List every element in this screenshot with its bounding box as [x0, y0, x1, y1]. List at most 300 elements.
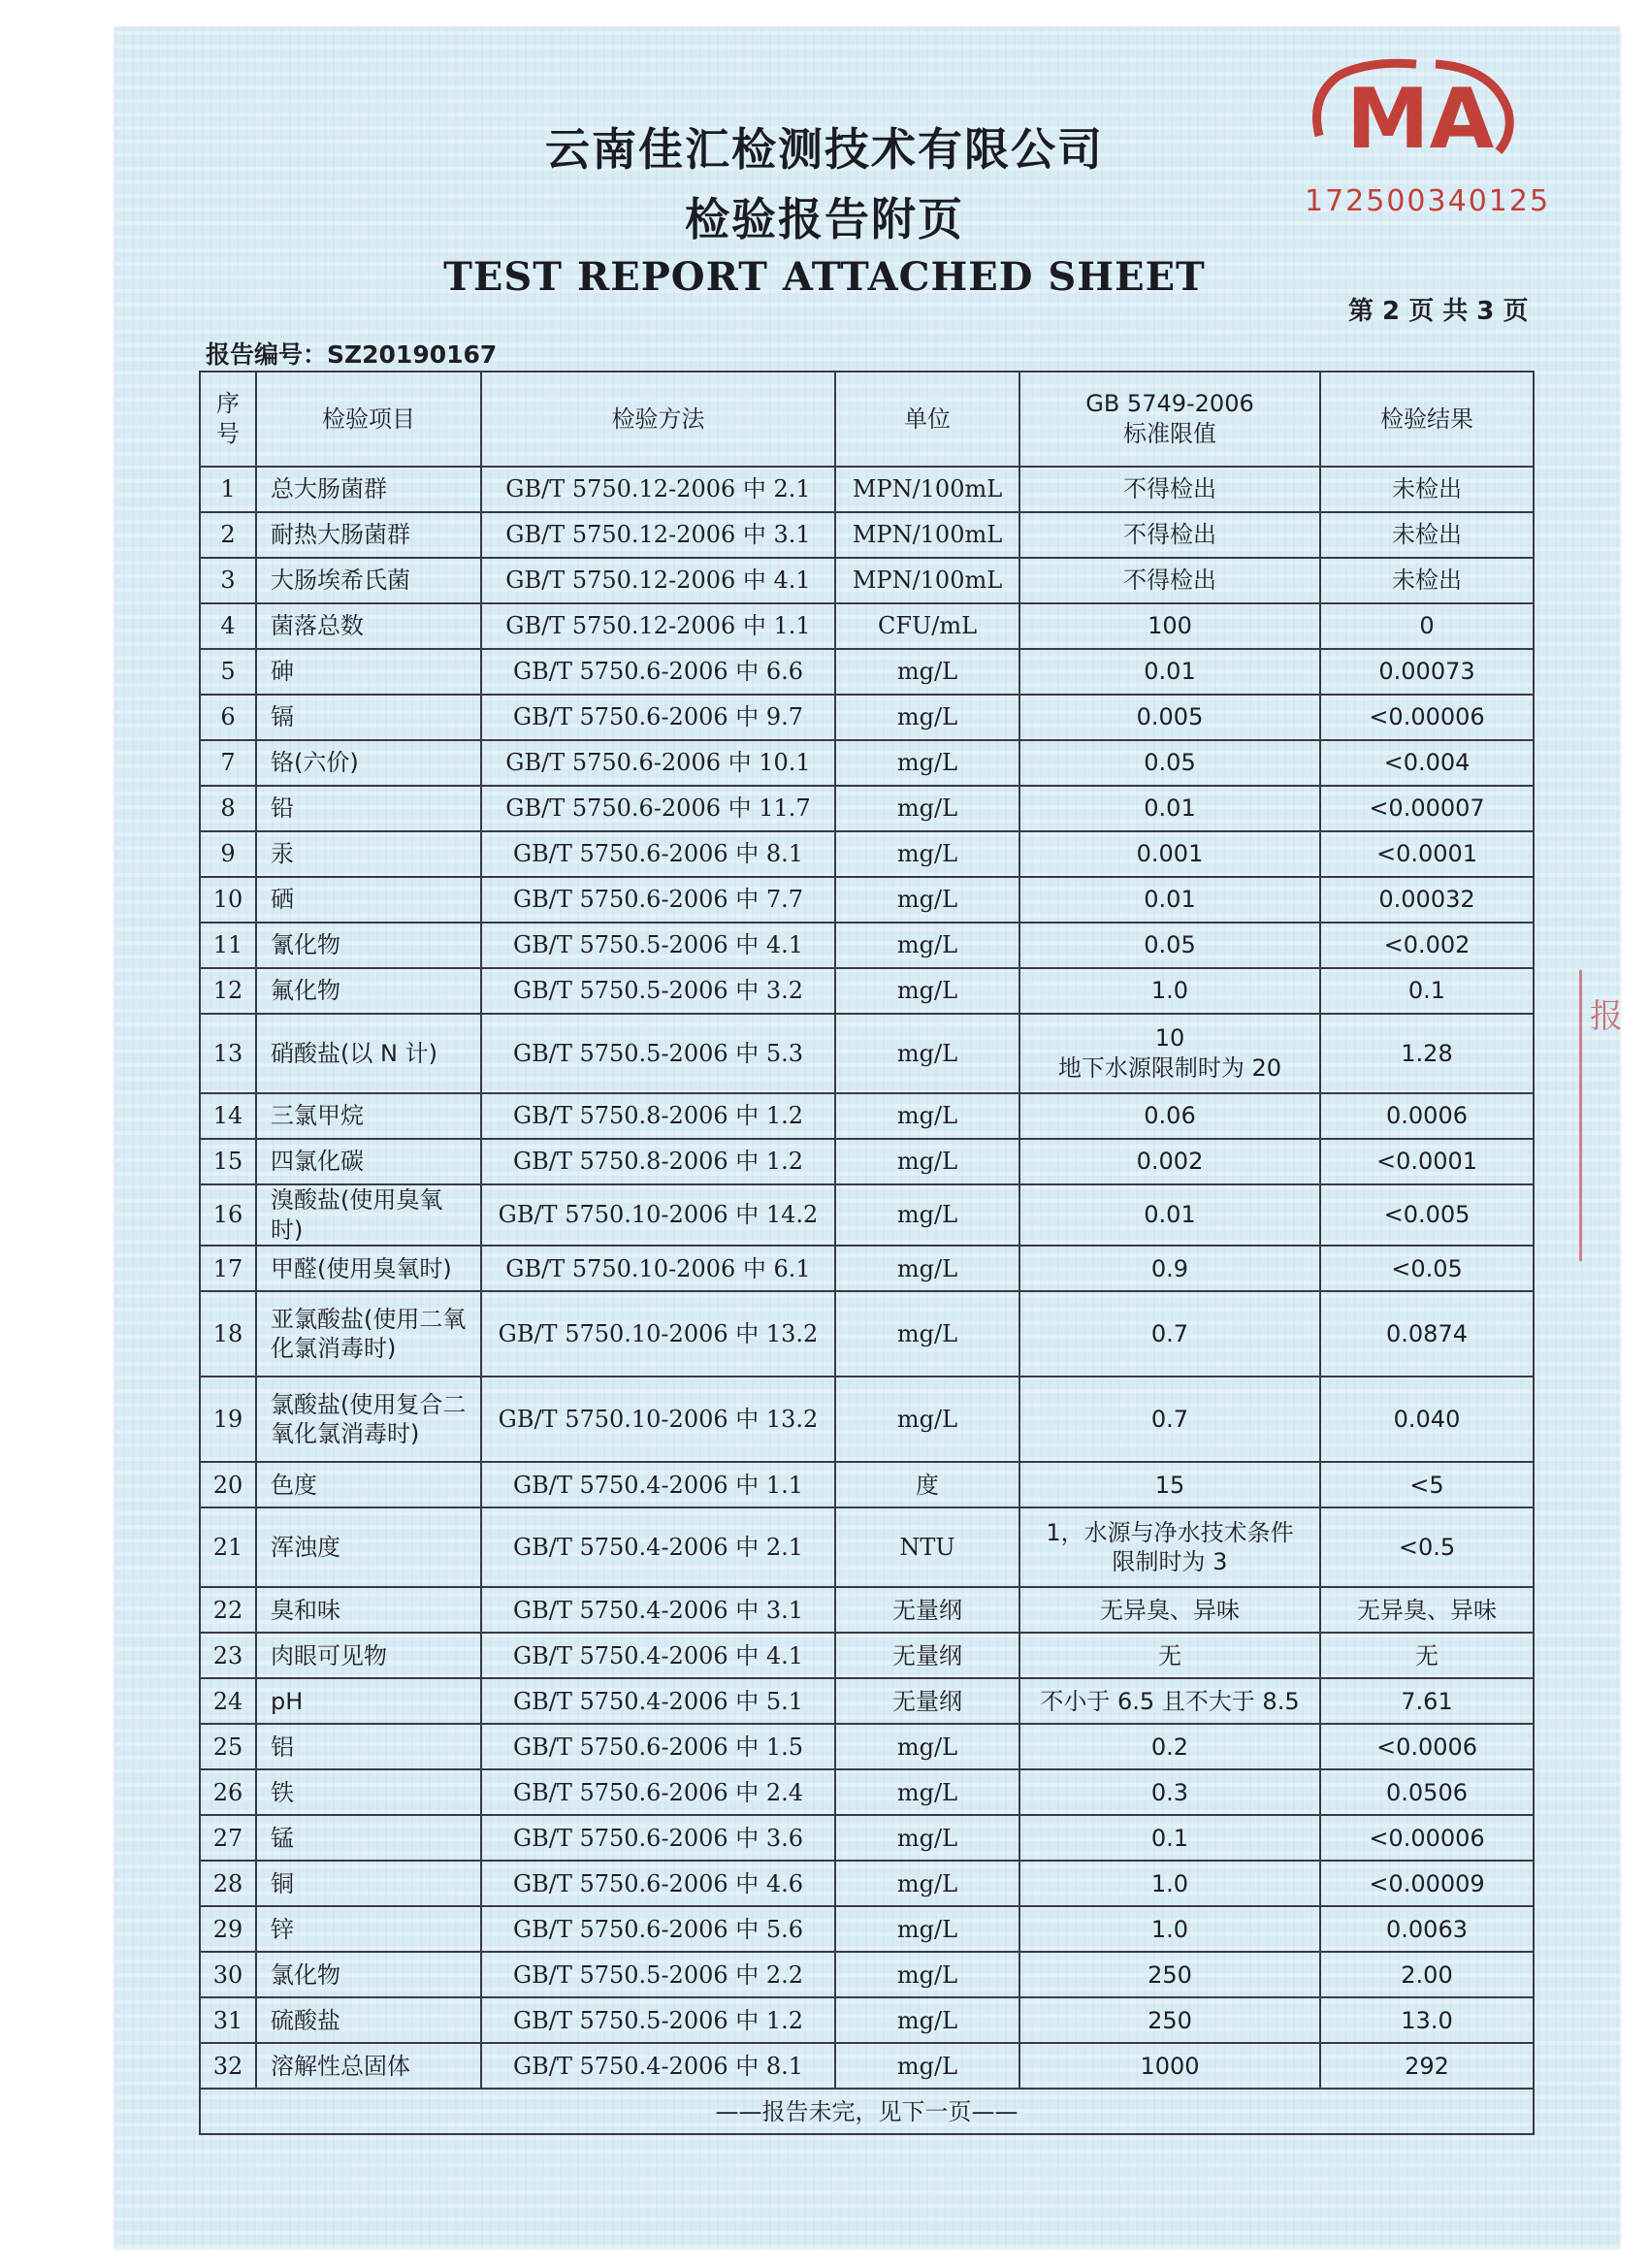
row-limit [1019, 1184, 1320, 1246]
row-unit [835, 1724, 1019, 1769]
row-method [481, 1507, 835, 1587]
row-limit [1019, 740, 1320, 786]
row-limit [1019, 1906, 1320, 1952]
table-row [200, 877, 1534, 923]
row-result [1320, 2043, 1534, 2089]
header-item: 检验项目 [256, 372, 481, 467]
row-limit-text: 不小于 6.5 且不大于 8.5 [1040, 1687, 1300, 1715]
row-method [481, 831, 835, 877]
row-item [256, 1291, 481, 1377]
row-unit-text: mg/L [896, 840, 958, 868]
row-unit-text: mg/L [896, 1824, 958, 1852]
row-limit [1019, 1678, 1320, 1724]
footer-note: ——报告未完，见下一页—— [200, 2089, 1534, 2134]
table-row [200, 968, 1534, 1014]
table-row [200, 1507, 1534, 1587]
row-item [256, 1769, 481, 1815]
row-result [1320, 1815, 1534, 1861]
row-no-text: 26 [212, 1778, 243, 1806]
page-info: 第 2 页 共 3 页 [1348, 297, 1529, 326]
row-method [481, 1678, 835, 1724]
row-no [200, 1462, 256, 1507]
row-result-text: 0.00073 [1378, 658, 1475, 686]
row-unit-text: mg/L [896, 2052, 958, 2080]
row-unit [835, 512, 1019, 558]
row-item-text: 氯酸盐(使用复合二 [271, 1390, 467, 1418]
row-no-text: 28 [212, 1869, 243, 1897]
row-method-text: GB/T 5750.6-2006 中 3.6 [512, 1824, 804, 1852]
row-result-text: <0.00007 [1369, 794, 1485, 823]
row-no [200, 1997, 256, 2043]
row-item [256, 877, 481, 923]
row-method-text: GB/T 5750.5-2006 中 4.1 [512, 931, 804, 959]
row-no [200, 1139, 256, 1184]
row-unit-text: NTU [899, 1534, 955, 1562]
header-limit [1019, 372, 1320, 467]
row-limit-text: 250 [1148, 2006, 1192, 2034]
row-item [256, 1587, 481, 1633]
row-no [200, 877, 256, 923]
row-unit [835, 1246, 1019, 1291]
row-result-text: 0.0063 [1386, 1915, 1468, 1943]
row-item-text: 耐热大肠菌群 [271, 521, 410, 549]
row-result-text: 1.28 [1401, 1039, 1453, 1067]
table-row [200, 1678, 1534, 1724]
row-method-text: GB/T 5750.5-2006 中 3.2 [512, 977, 804, 1005]
row-no [200, 1769, 256, 1815]
row-no [200, 1633, 256, 1678]
row-method [481, 512, 835, 558]
row-method [481, 2043, 835, 2089]
row-result-text: 292 [1405, 2052, 1449, 2080]
row-result [1320, 1377, 1534, 1462]
table-row [200, 1769, 1534, 1815]
cma-number: 172500340125 [1305, 184, 1551, 218]
row-limit [1019, 512, 1320, 558]
row-unit-text: mg/L [896, 931, 958, 959]
row-result [1320, 1906, 1534, 1952]
row-item [256, 786, 481, 831]
row-result [1320, 1291, 1534, 1377]
row-item-text: 砷 [271, 658, 294, 686]
row-result [1320, 1184, 1534, 1246]
row-limit [1019, 467, 1320, 512]
row-no [200, 1377, 256, 1462]
row-unit-text: mg/L [896, 1320, 958, 1348]
row-limit-text: 0.01 [1144, 886, 1196, 914]
table-row [200, 1997, 1534, 2043]
table-row [200, 2043, 1534, 2089]
row-no [200, 1093, 256, 1139]
row-item-text: 铬(六价) [271, 749, 359, 777]
row-unit-text: mg/L [896, 2006, 958, 2034]
row-no [200, 558, 256, 603]
row-method-text: GB/T 5750.8-2006 中 1.2 [512, 1148, 804, 1176]
header-limit-line1: GB 5749-2006 [1085, 390, 1254, 418]
table-row [200, 740, 1534, 786]
row-result [1320, 558, 1534, 603]
row-result-text: <0.004 [1383, 749, 1471, 777]
row-no-text: 21 [212, 1534, 243, 1562]
table-row [200, 558, 1534, 603]
row-result [1320, 1462, 1534, 1507]
row-unit-text: MPN/100mL [852, 521, 1003, 549]
row-item-text: 三氯甲烷 [271, 1102, 364, 1130]
row-method [481, 467, 835, 512]
row-result-text: 0.1 [1407, 977, 1446, 1005]
row-result [1320, 1633, 1534, 1678]
row-unit [835, 558, 1019, 603]
row-result [1320, 1952, 1534, 1997]
row-limit [1019, 1462, 1320, 1507]
row-item-text: 氰化物 [271, 931, 340, 959]
row-limit [1019, 1291, 1320, 1377]
row-limit-text: 15 [1154, 1471, 1185, 1499]
row-result [1320, 1997, 1534, 2043]
row-method [481, 1246, 835, 1291]
row-unit-text: mg/L [896, 1254, 958, 1282]
row-no-text: 16 [212, 1201, 243, 1229]
row-method-text: GB/T 5750.4-2006 中 2.1 [512, 1534, 804, 1562]
table-row [200, 923, 1534, 968]
row-item-text: 臭和味 [271, 1596, 340, 1624]
table-row [200, 786, 1534, 831]
row-no [200, 695, 256, 740]
row-unit [835, 786, 1019, 831]
row-no-text: 14 [212, 1102, 243, 1130]
row-unit [835, 603, 1019, 649]
row-limit [1019, 1952, 1320, 1997]
row-result-text: 无异臭、异味 [1357, 1596, 1497, 1624]
row-limit [1019, 558, 1320, 603]
row-item-text: 铜 [271, 1869, 294, 1897]
row-item [256, 1246, 481, 1291]
row-item-text: 氟化物 [271, 977, 340, 1005]
row-result-text: 0.00032 [1378, 886, 1475, 914]
row-limit-text: 地下水源限制时为 20 [1057, 1054, 1282, 1082]
row-item [256, 1861, 481, 1906]
row-method [481, 1377, 835, 1462]
row-item [256, 1507, 481, 1587]
row-method-text: GB/T 5750.12-2006 中 4.1 [505, 567, 811, 595]
row-limit-text: 0.06 [1144, 1102, 1196, 1130]
row-method-text: GB/T 5750.4-2006 中 1.1 [512, 1471, 804, 1499]
row-method-text: GB/T 5750.6-2006 中 5.6 [512, 1915, 804, 1943]
row-method [481, 786, 835, 831]
row-limit [1019, 1093, 1320, 1139]
row-limit [1019, 649, 1320, 695]
row-no [200, 1952, 256, 1997]
row-no-text: 1 [220, 475, 236, 503]
table-row [200, 1952, 1534, 1997]
row-item [256, 603, 481, 649]
row-result-text: <0.00006 [1369, 703, 1485, 731]
row-result-text: <0.005 [1383, 1201, 1471, 1229]
row-limit-text: 250 [1148, 1960, 1192, 1989]
row-item [256, 1952, 481, 1997]
row-no-text: 29 [212, 1915, 243, 1943]
row-limit-text: 1.0 [1150, 1915, 1189, 1943]
row-method-text: GB/T 5750.12-2006 中 2.1 [505, 475, 811, 503]
row-method [481, 1952, 835, 1997]
company-name: 云南佳汇检测技术有限公司 [545, 123, 1104, 176]
row-no-text: 8 [220, 794, 236, 823]
row-no [200, 1246, 256, 1291]
row-unit-text: mg/L [896, 1960, 958, 1989]
row-limit [1019, 1997, 1320, 2043]
row-unit-text: mg/L [896, 703, 958, 731]
row-no-text: 31 [212, 2006, 243, 2034]
row-limit-text: 10 [1154, 1024, 1185, 1053]
table-row [200, 831, 1534, 877]
row-no-text: 6 [220, 703, 236, 731]
row-no [200, 1724, 256, 1769]
row-result [1320, 740, 1534, 786]
row-item-text: 色度 [271, 1471, 317, 1499]
row-method [481, 1815, 835, 1861]
report-number: 报告编号：SZ20190167 [206, 340, 498, 369]
row-method-text: GB/T 5750.5-2006 中 2.2 [512, 1960, 804, 1989]
row-item [256, 1184, 481, 1246]
row-limit [1019, 1139, 1320, 1184]
row-limit-text: 0.01 [1144, 794, 1196, 823]
row-result [1320, 786, 1534, 831]
row-limit [1019, 695, 1320, 740]
row-result-text: 0.0006 [1386, 1102, 1468, 1130]
row-result-text: 未检出 [1392, 521, 1462, 549]
row-no-text: 20 [212, 1471, 243, 1499]
row-limit-text: 0.002 [1136, 1148, 1204, 1176]
row-item [256, 467, 481, 512]
row-item-text: 甲醛(使用臭氧时) [271, 1254, 452, 1282]
test-results-table [199, 371, 1535, 2135]
row-no-text: 27 [212, 1824, 243, 1852]
row-method [481, 740, 835, 786]
row-unit [835, 1633, 1019, 1678]
row-no [200, 1587, 256, 1633]
row-unit-text: mg/L [896, 749, 958, 777]
row-limit [1019, 1861, 1320, 1906]
row-limit-text: 0.05 [1144, 931, 1196, 959]
row-method-text: GB/T 5750.6-2006 中 2.4 [512, 1778, 804, 1806]
row-method [481, 1633, 835, 1678]
row-result [1320, 1246, 1534, 1291]
row-method-text: GB/T 5750.10-2006 中 13.2 [498, 1320, 819, 1348]
row-no [200, 649, 256, 695]
row-item [256, 2043, 481, 2089]
row-no [200, 1014, 256, 1093]
row-unit-text: 无量纲 [892, 1687, 962, 1715]
row-method-text: GB/T 5750.10-2006 中 6.1 [505, 1254, 811, 1282]
row-method [481, 603, 835, 649]
row-method [481, 1997, 835, 2043]
table-row [200, 1906, 1534, 1952]
row-unit-text: mg/L [896, 1869, 958, 1897]
row-result [1320, 877, 1534, 923]
table-row [200, 1462, 1534, 1507]
row-result-text: <5 [1409, 1471, 1444, 1499]
row-item [256, 1633, 481, 1678]
header-result: 检验结果 [1320, 372, 1534, 467]
row-unit [835, 1997, 1019, 2043]
row-item-text: 四氯化碳 [271, 1148, 364, 1176]
row-item-text: 铁 [271, 1778, 294, 1806]
row-limit [1019, 1815, 1320, 1861]
row-no-text: 7 [220, 749, 236, 777]
row-item [256, 512, 481, 558]
row-no-text: 5 [220, 658, 236, 686]
row-unit-text: mg/L [896, 977, 958, 1005]
row-unit-text: 无量纲 [892, 1641, 962, 1669]
row-limit-text: 0.001 [1136, 840, 1204, 868]
row-item [256, 1014, 481, 1093]
row-no [200, 1507, 256, 1587]
row-item [256, 1462, 481, 1507]
row-limit-text: 不得检出 [1123, 567, 1216, 595]
row-result-text: <0.0001 [1375, 1148, 1478, 1176]
row-limit [1019, 923, 1320, 968]
table-row [200, 649, 1534, 695]
row-no-text: 22 [212, 1596, 243, 1624]
row-unit [835, 695, 1019, 740]
row-item [256, 740, 481, 786]
row-no-text: 12 [212, 977, 243, 1005]
row-unit-text: CFU/mL [877, 612, 978, 640]
row-no [200, 467, 256, 512]
table-row [200, 512, 1534, 558]
row-result-text: <0.05 [1391, 1254, 1463, 1282]
row-item [256, 1997, 481, 2043]
row-item-text: 硝酸盐(以 N 计) [271, 1039, 437, 1067]
table-row [200, 695, 1534, 740]
row-item [256, 1678, 481, 1724]
row-method [481, 923, 835, 968]
row-result [1320, 1014, 1534, 1093]
row-unit-text: 度 [916, 1471, 939, 1499]
row-result-text: 无 [1415, 1641, 1439, 1669]
row-no-text: 3 [220, 567, 236, 595]
row-unit [835, 1952, 1019, 1997]
row-limit-text: 无异臭、异味 [1100, 1596, 1240, 1624]
row-result-text: 0.040 [1393, 1406, 1461, 1434]
row-result [1320, 1139, 1534, 1184]
row-method-text: GB/T 5750.6-2006 中 7.7 [512, 886, 804, 914]
row-limit-text: 0.01 [1144, 658, 1196, 686]
table-header-row [200, 372, 1534, 467]
table-row [200, 1633, 1534, 1678]
table-row [200, 1861, 1534, 1906]
row-item-text: 氧化氯消毒时) [271, 1420, 420, 1448]
row-unit [835, 1377, 1019, 1462]
row-method [481, 1462, 835, 1507]
row-method-text: GB/T 5750.6-2006 中 11.7 [505, 794, 811, 823]
row-result-text: 2.00 [1401, 1960, 1453, 1989]
row-limit [1019, 1014, 1320, 1093]
row-result [1320, 923, 1534, 968]
row-no [200, 1678, 256, 1724]
row-unit [835, 649, 1019, 695]
row-method-text: GB/T 5750.6-2006 中 10.1 [505, 749, 811, 777]
row-method [481, 1769, 835, 1815]
row-result [1320, 1861, 1534, 1906]
row-unit [835, 2043, 1019, 2089]
row-no-text: 23 [212, 1641, 243, 1669]
row-no [200, 831, 256, 877]
document-title-cn: 检验报告附页 [685, 193, 964, 245]
row-item-text: 菌落总数 [271, 612, 364, 640]
row-unit [835, 1184, 1019, 1246]
row-unit [835, 1815, 1019, 1861]
row-unit-text: MPN/100mL [852, 567, 1003, 595]
row-item-text: 锰 [271, 1824, 294, 1852]
table-row [200, 1291, 1534, 1377]
row-unit-text: mg/L [896, 1778, 958, 1806]
row-method [481, 1291, 835, 1377]
row-no-text: 9 [220, 840, 236, 868]
row-result [1320, 831, 1534, 877]
row-result [1320, 649, 1534, 695]
row-result-text: 0.0506 [1386, 1778, 1468, 1806]
row-unit-text: mg/L [896, 1039, 958, 1067]
row-item-text: 溶解性总固体 [271, 2052, 410, 2080]
row-no-text: 4 [220, 612, 236, 640]
row-result-text: <0.002 [1383, 931, 1471, 959]
row-method [481, 1014, 835, 1093]
row-unit [835, 1861, 1019, 1906]
row-limit-text: 0.01 [1144, 1201, 1196, 1229]
row-limit-text: 0.3 [1150, 1778, 1189, 1806]
row-item [256, 1724, 481, 1769]
row-method [481, 1139, 835, 1184]
row-method-text: GB/T 5750.12-2006 中 3.1 [505, 521, 811, 549]
side-seal-stamp [1579, 970, 1623, 1261]
row-unit [835, 1587, 1019, 1633]
row-method-text: GB/T 5750.4-2006 中 3.1 [512, 1596, 804, 1624]
row-unit [835, 1906, 1019, 1952]
row-item [256, 831, 481, 877]
row-limit-text: 0.005 [1136, 703, 1204, 731]
row-unit-text: mg/L [896, 1915, 958, 1943]
row-unit [835, 923, 1019, 968]
row-item-text: 化氯消毒时) [271, 1335, 397, 1363]
row-unit [835, 1093, 1019, 1139]
row-no [200, 786, 256, 831]
row-item-text: 镉 [271, 703, 294, 731]
row-unit [835, 1139, 1019, 1184]
row-result-text: <0.5 [1398, 1534, 1456, 1562]
row-limit [1019, 1633, 1320, 1678]
row-no [200, 1291, 256, 1377]
row-limit-text: 限制时为 3 [1112, 1548, 1228, 1576]
row-no-text: 17 [212, 1254, 243, 1282]
row-item-text: 铅 [271, 794, 294, 823]
row-unit [835, 831, 1019, 877]
row-unit [835, 1014, 1019, 1093]
row-result-text: <0.00009 [1369, 1869, 1485, 1897]
row-unit [835, 740, 1019, 786]
row-unit-text: mg/L [896, 794, 958, 823]
row-limit-text: 0.7 [1150, 1406, 1189, 1434]
row-no [200, 740, 256, 786]
table-row [200, 467, 1534, 512]
row-no [200, 512, 256, 558]
row-no [200, 1861, 256, 1906]
row-no-text: 18 [212, 1320, 243, 1348]
row-limit [1019, 1587, 1320, 1633]
row-method-text: GB/T 5750.4-2006 中 4.1 [512, 1641, 804, 1669]
row-limit-text: 0.9 [1150, 1254, 1189, 1282]
row-result-text: 0 [1419, 612, 1435, 640]
